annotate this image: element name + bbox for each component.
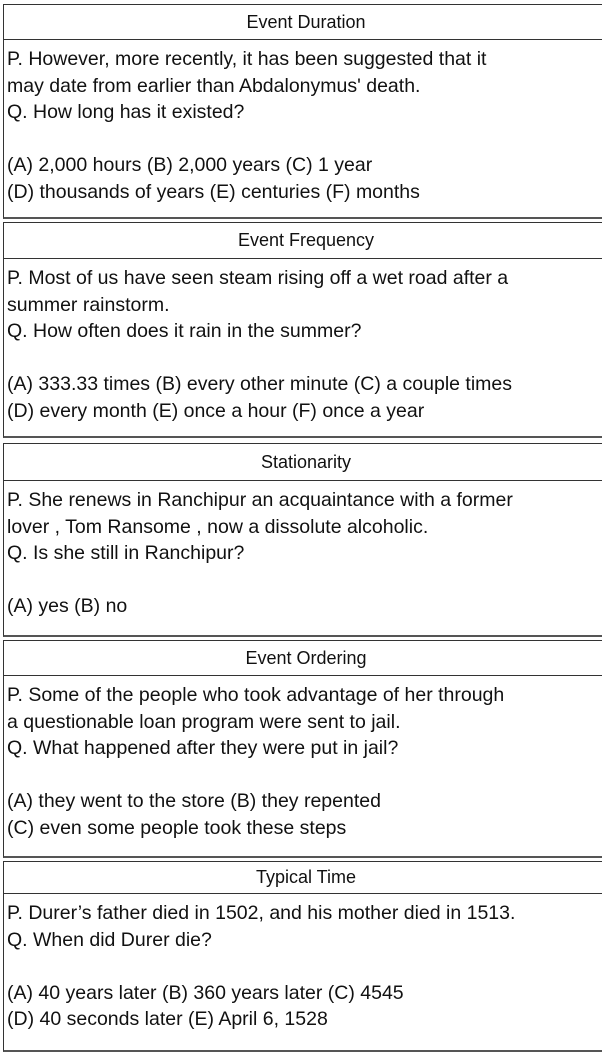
section-title: Typical Time <box>4 862 602 894</box>
passage-line: P. Durer’s father died in 1502, and his mother died in 1513. <box>7 902 516 924</box>
section-event-ordering <box>3 640 602 858</box>
options-line: (D) thousands of years (E) centuries (F) months <box>7 180 420 203</box>
spacer <box>7 345 602 372</box>
options-line: (D) 40 seconds later (E) April 6, 1528 <box>7 1008 328 1030</box>
options-line: (A) yes (B) no <box>7 595 128 617</box>
section-body <box>4 40 602 205</box>
options-line: (D) every month (E) once a hour (F) once a year <box>7 399 425 422</box>
section-title: Event Ordering <box>4 641 602 676</box>
options-line: (C) even some people took these steps <box>7 816 347 839</box>
section-event-frequency <box>3 222 602 438</box>
section-stationarity <box>3 443 602 637</box>
section-body <box>4 259 602 424</box>
passage-line: P. She renews in Ranchipur an acquaintance with a former <box>7 489 513 511</box>
section-body <box>4 676 602 841</box>
passage-line: lover , Tom Ransome , now a dissolute alcoholic. <box>7 515 429 538</box>
question: Q. When did Durer die? <box>7 928 212 951</box>
section-title: Event Duration <box>4 5 602 40</box>
spacer <box>7 953 602 980</box>
section-title: Stationarity <box>4 444 602 481</box>
options-line: (A) 40 years later (B) 360 years later (C) 4545 <box>7 981 404 1004</box>
passage-line: a questionable loan program were sent to jail. <box>7 710 401 733</box>
question: Q. How long has it existed? <box>7 101 245 123</box>
options-line: (A) 2,000 hours (B) 2,000 years (C) 1 year <box>7 154 373 176</box>
question: Q. Is she still in Ranchipur? <box>7 542 245 564</box>
passage-line: P. Most of us have seen steam rising off a wet road after a <box>7 267 509 289</box>
section-title: Event Frequency <box>4 223 602 259</box>
spacer <box>7 567 602 594</box>
section-event-duration <box>3 4 602 219</box>
section-body <box>4 894 602 1033</box>
section-body <box>4 481 602 620</box>
question: Q. How often does it rain in the summer? <box>7 320 362 342</box>
spacer <box>7 762 602 789</box>
question: Q. What happened after they were put in jail? <box>7 737 399 759</box>
passage-line: P. Some of the people who took advantage of her through <box>7 684 505 706</box>
passage-line: summer rainstorm. <box>7 293 170 316</box>
passage-line: P. However, more recently, it has been suggested that it <box>7 48 487 70</box>
options-line: (A) they went to the store (B) they repented <box>7 790 381 812</box>
spacer <box>7 126 602 153</box>
passage-line: may date from earlier than Abdalonymus' death. <box>7 74 421 97</box>
options-line: (A) 333.33 times (B) every other minute (C) a couple times <box>7 373 513 395</box>
section-typical-time <box>3 861 602 1052</box>
